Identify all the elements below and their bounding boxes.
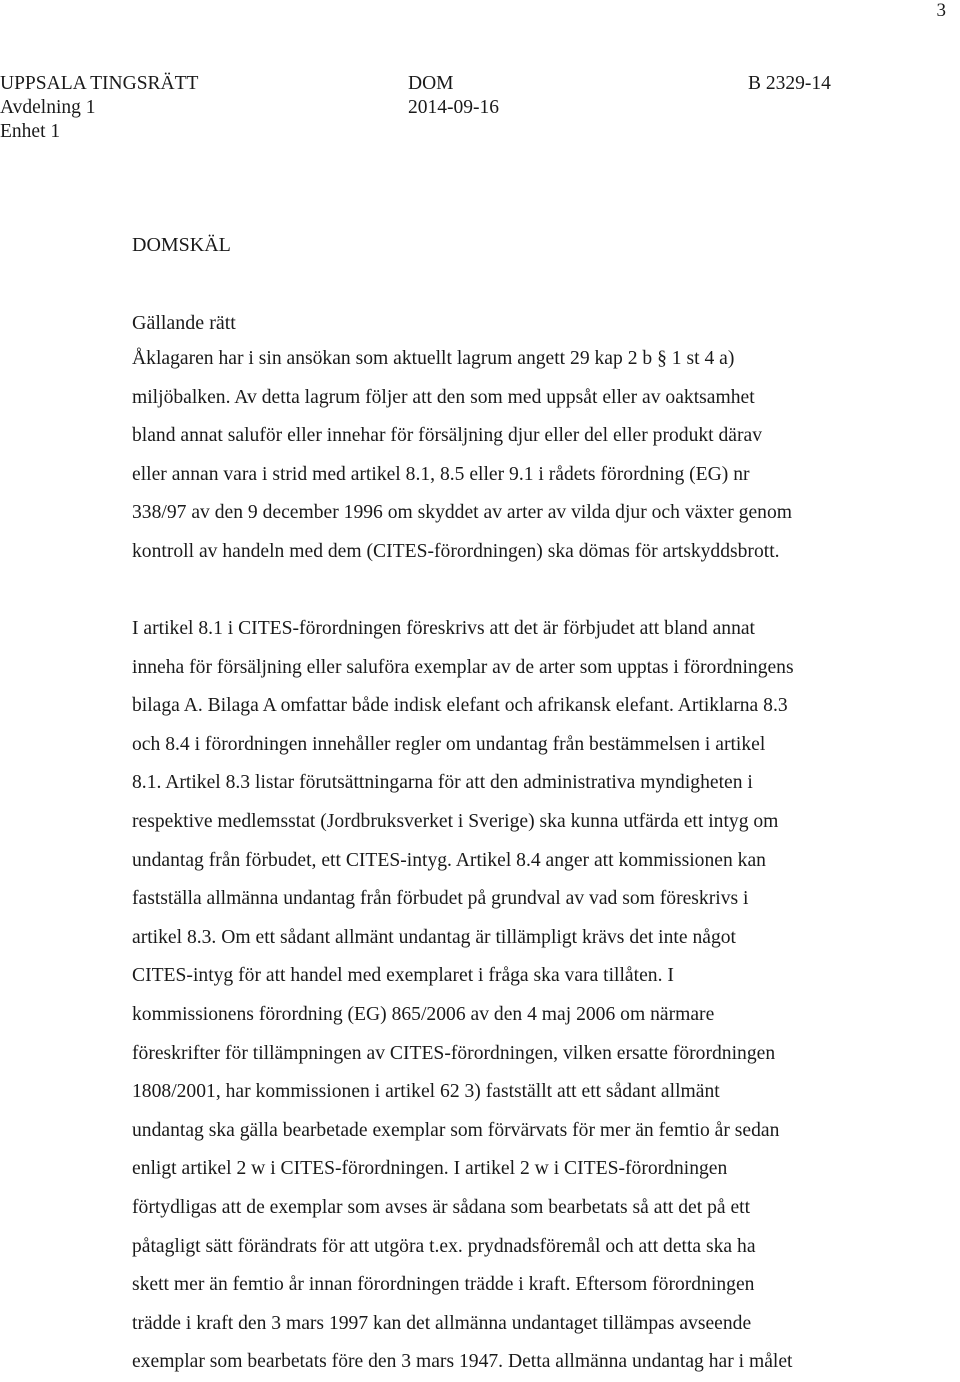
text-line: förtydligas att de exemplar som avses är sådana som bearbetats så att det på ett xyxy=(132,1196,751,1218)
court-unit: Enhet 1 xyxy=(0,121,61,142)
document-type-block xyxy=(408,72,499,120)
text-line: exemplar som bearbetats före den 3 mars 1947. Detta allmänna undantag har i målet xyxy=(132,1351,793,1373)
court-division: Avdelning 1 xyxy=(0,97,96,118)
text-line: bland annat saluför eller innehar för försäljning djur eller del eller produkt därav xyxy=(132,425,763,447)
text-line: kontroll av handeln med dem (CITES-förordningen) ska dömas för artskyddsbrott. xyxy=(132,540,780,562)
text-line: skett mer än femtio år innan förordningen trädde i kraft. Eftersom förordningen xyxy=(132,1274,755,1296)
court-name: UPPSALA TINGSRÄTT xyxy=(0,73,199,94)
text-line: 338/97 av den 9 december 1996 om skyddet av arter av vilda djur och växter genom xyxy=(132,502,792,524)
text-line: undantag ska gälla bearbetade exemplar som förvärvats för mer än femtio år sedan xyxy=(132,1119,780,1141)
text-line: I artikel 8.1 i CITES-förordningen föreskrivs att det är förbjudet att bland annat xyxy=(132,618,756,639)
section-title: DOMSKÄL xyxy=(132,234,231,256)
text-line: och 8.4 i förordningen innehåller regler om undantag från bestämmelsen i artikel xyxy=(132,733,766,755)
text-line: artikel 8.3. Om ett sådant allmänt undantag är tillämpligt krävs det inte något xyxy=(132,926,736,948)
text-line: Åklagaren har i sin ansökan som aktuellt lagrum angett 29 kap 2 b § 1 st 4 a) xyxy=(132,348,735,369)
paragraph-1 xyxy=(132,340,892,572)
document-type: DOM xyxy=(408,73,454,94)
text-line: föreskrifter för tillämpningen av CITES-förordningen, vilken ersatte förordningen xyxy=(132,1042,776,1064)
text-line: 1808/2001, har kommissionen i artikel 62 3) fastställt att ett sådant allmänt xyxy=(132,1081,720,1103)
text-line: respektive medlemsstat (Jordbruksverket i Sverige) ska kunna utfärda ett intyg om xyxy=(132,810,779,832)
text-line: trädde i kraft den 3 mars 1997 kan det allmänna undantaget tillämpas avseende xyxy=(132,1312,752,1334)
case-number: B 2329-14 xyxy=(748,73,831,94)
subsection-title: Gällande rätt xyxy=(132,312,236,334)
text-line: kommissionens förordning (EG) 865/2006 av den 4 maj 2006 om närmare xyxy=(132,1003,715,1025)
text-line: 8.1. Artikel 8.3 listar förutsättningarna för att den administrativa myndigheten i xyxy=(132,772,753,794)
text-line: enligt artikel 2 w i CITES-förordningen. I artikel 2 w i CITES-förordningen xyxy=(132,1158,728,1180)
text-line: miljöbalken. Av detta lagrum följer att den som med uppsåt eller av oaktsamhet xyxy=(132,386,755,408)
text-line: fastställa allmänna undantag från förbudet på grundval av vad som föreskrivs i xyxy=(132,888,749,910)
page-number: 3 xyxy=(936,0,946,21)
text-line: undantag från förbudet, ett CITES-intyg. Artikel 8.4 anger att kommissionen kan xyxy=(132,849,766,871)
text-line: bilaga A. Bilaga A omfattar både indisk elefant och afrikansk elefant. Artiklarna 8.3 xyxy=(132,695,788,717)
text-line: CITES-intyg för att handel med exemplaret i fråga ska vara tillåten. I xyxy=(132,965,674,987)
document-date: 2014-09-16 xyxy=(408,97,499,118)
paragraph-2 xyxy=(132,610,892,1382)
text-line: eller annan vara i strid med artikel 8.1, 8.5 eller 9.1 i rådets förordning (EG) nr xyxy=(132,463,750,485)
text-line: inneha för försäljning eller saluföra exemplar av de arter som upptas i förordningens xyxy=(132,656,794,678)
court-name-block xyxy=(0,72,198,144)
text-line: påtagligt sätt förändrats för att utgöra t.ex. prydnadsföremål och att detta ska ha xyxy=(132,1235,756,1257)
